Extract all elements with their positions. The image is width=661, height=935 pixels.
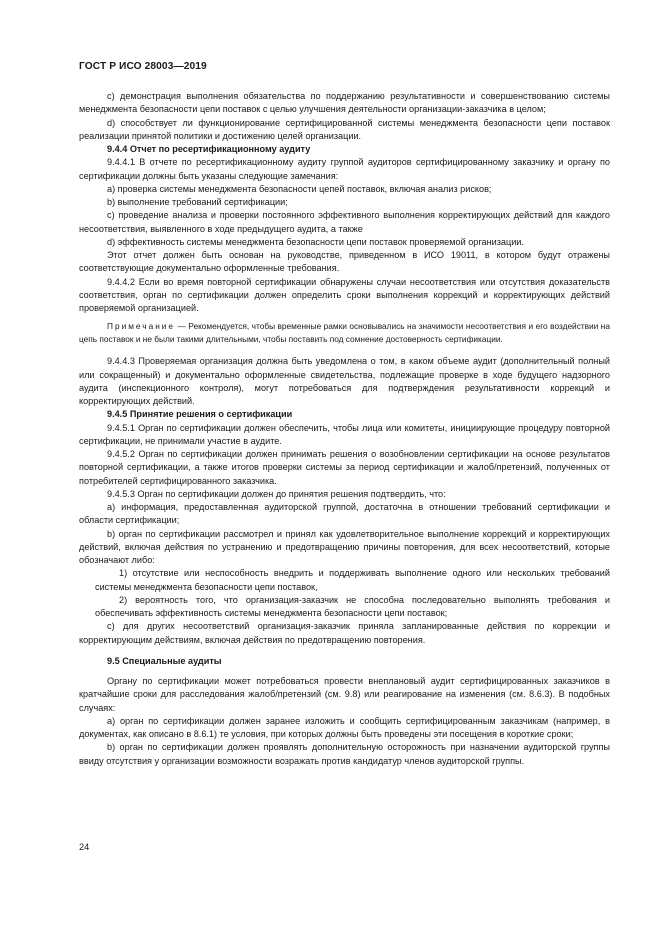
section-heading-9-4-4: 9.4.4 Отчет по ресертификационному аудиту <box>107 144 311 154</box>
paragraph-9-4-4-1: 9.4.4.1 В отчете по ресертификационному аудиту группой аудиторов сертифицированному заказчику и органу по сертификации должны быть указаны следующие замечания: <box>79 157 610 181</box>
list-item-b: b) орган по сертификации должен проявлять дополнительную осторожность при назначении аудиторской группы ввиду отсутствия у организации возможности возражать против кандидатур членов аудиторской группы. <box>79 742 610 766</box>
note-label: Примечание <box>107 321 176 332</box>
section-heading-9-5: 9.5 Специальные аудиты <box>107 655 222 666</box>
list-item-b: b) выполнение требований сертификации; <box>107 197 288 207</box>
paragraph-9-4-5-3: 9.4.5.3 Орган по сертификации должен до принятия решения подтвердить, что: <box>107 488 446 499</box>
section-heading-9-4-5: 9.4.5 Принятие решения о сертификации <box>107 409 293 420</box>
list-item-c: c) проведение анализа и проверки постоянного эффективного выполнения корректирующих действий для каждого несоответствия, выявленного в ходе предыдущего аудита, а также <box>79 210 610 234</box>
document-header: ГОСТ Р ИСО 28003—2019 <box>79 61 207 72</box>
paragraph-9-5-intro: Органу по сертификации может потребоваться провести внеплановый аудит сертифицированных заказчиков в кратчайшие сроки для расследования жалоб/претензий (см. 9.8) или реагирование на изменения (см. 8.6.3). В подобных случаях: <box>79 676 610 713</box>
list-item-d: d) эффективность системы менеджмента безопасности цепи поставок проверяемой организации. <box>107 236 524 247</box>
sub-list-item-2: 2) вероятность того, что организация-заказчик не способна последовательно выполнять требования и обеспечивать эффективность системы менеджмента безопасности цепи поставок; <box>95 594 610 619</box>
paragraph: Этот отчет должен быть основан на руководстве, приведенном в ИСО 19011, в котором будут отражены соответствующие документально оформленные требования. <box>79 250 610 274</box>
paragraph-9-4-4-3: 9.4.4.3 Проверяемая организация должна быть уведомлена о том, в каком объеме аудит (дополнительный полный или сокращенный) и документально оформленные свидетельства, подлежащие проверке в ходе будущего надзорного аудита (инспекционного контроля), могут потребоваться для подтверждения результативности коррекций и корректирующих действий. <box>79 356 610 407</box>
note-text: — Рекомендуется, чтобы временные рамки основывались на значимости несоответствия и его воздействии на цепь поставок и не были такими длительными, чтобы поставить под сомнение достоверность сертификации. <box>79 321 610 344</box>
list-item-d: d) способствует ли функционирование сертифицированной системы менеджмента безопасности цепи поставок реализации принятой политики и достижению целей организации. <box>79 117 610 141</box>
page-number: 24 <box>79 842 90 852</box>
list-item-a: a) орган по сертификации должен заранее изложить и сообщить сертифицированным заказчикам (например, в документах, как описано в 8.6.1) те условия, при которых должны быть проведены эти посещения в короткие сроки; <box>79 715 610 740</box>
document-body <box>79 90 610 768</box>
paragraph-9-4-4-2: 9.4.4.2 Если во время повторной сертификации обнаружены случаи несоответствия или отсутствия доказательств соответствия, орган по сертификации должен определить сроки выполнения коррекций и корректирующих действий проверяемой организацией. <box>79 276 610 313</box>
sub-list-item-1: 1) отсутствие или неспособность внедрить и поддерживать выполнение одного или нескольких требований системы менеджмента безопасности цепи поставок, <box>95 568 610 592</box>
paragraph-9-4-5-2: 9.4.5.2 Орган по сертификации должен принимать решения о возобновлении сертификации на основе результатов повторной сертификации, а также итогов проверки системы за период сертификации и жалоб/претензий, полученных от потребителей сертифицированного заказчика. <box>79 449 610 486</box>
note <box>79 320 610 345</box>
list-item-c: c) для других несоответствий организация-заказчик приняла запланированные действия по коррекции и корректирующим действиям, включая действия по предотвращению повторения. <box>79 621 610 645</box>
list-item-a: a) проверка системы менеджмента безопасности цепей поставок, включая анализ рисков; <box>107 183 492 194</box>
list-item-c: c) демонстрация выполнения обязательства по поддержанию результативности и совершенствованию системы менеджмента безопасности цепи поставок с целью улучшения деятельности организации-заказчика в целом; <box>79 91 610 115</box>
list-item-b: b) орган по сертификации рассмотрел и принял как удовлетворительное выполнение коррекций и корректирующих действий, включая действия по устранению и предотвращению причины повторения, для всех несоответствий, которые обозначают либо: <box>79 528 610 566</box>
paragraph-9-4-5-1: 9.4.5.1 Орган по сертификации должен обеспечить, чтобы лица или комитеты, инициирующие процедуру повторной сертификации, не принимали участие в аудите. <box>79 422 610 446</box>
list-item-a: a) информация, предоставленная аудиторской группой, достаточна в отношении требований сертификации и области сертификации; <box>79 502 610 526</box>
